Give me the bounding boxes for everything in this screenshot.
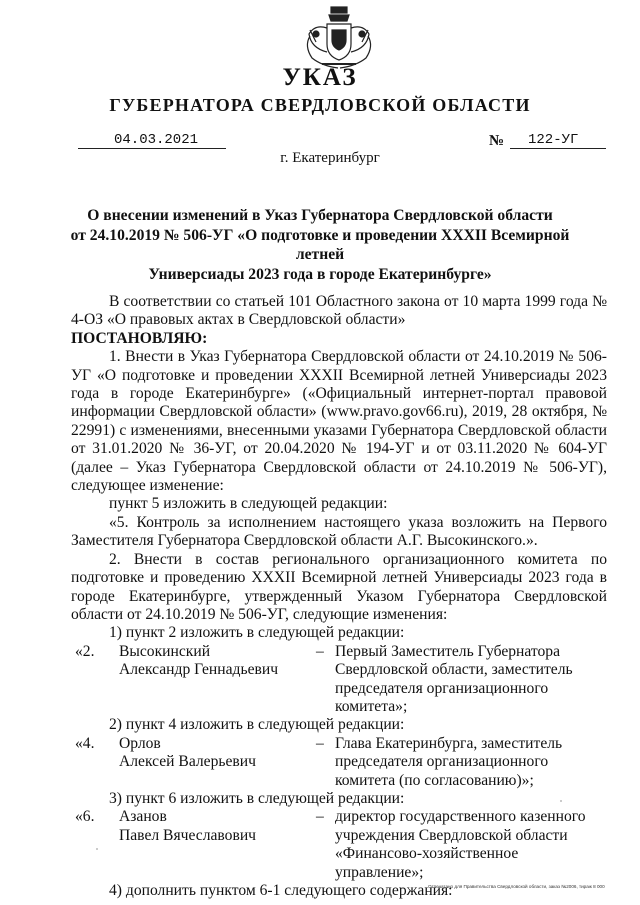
committee-entry-2 xyxy=(71,735,607,790)
entry-given-names: Алексей Валерьевич xyxy=(119,753,256,771)
entry-dash: – xyxy=(316,642,324,660)
document-number: 122-УГ xyxy=(528,132,579,148)
heading-line-1: О внесении изменений в Указ Губернатора Свердловской области xyxy=(87,207,553,224)
heading-line-3: Универсиады 2023 года в городе Екатеринбурге» xyxy=(148,265,492,283)
scan-speck xyxy=(560,800,562,802)
document-heading xyxy=(60,206,580,284)
entry-given-names: Павел Вячеславович xyxy=(119,826,257,844)
document-title: УКАЗ xyxy=(282,64,358,91)
document-body xyxy=(71,293,607,900)
entry-position: Глава Екатеринбурга, заместитель председателя организационного комитета (по согласованию)»; xyxy=(335,734,563,789)
number-underline xyxy=(510,148,606,149)
entry-number: «2. xyxy=(75,642,95,660)
preamble-paragraph: В соответствии со статьей 101 Областного закона от 10 марта 1999 года № 4-ОЗ «О правовых актах в Свердловской области» xyxy=(71,293,607,329)
city-label: г. Екатеринбург xyxy=(280,150,380,166)
entry-surname: Орлов xyxy=(119,734,161,752)
item-1-quote: «5. Контроль за исполнением настоящего указа возложить на Первого Заместителя Губернатора Свердловской области А.Г. Высокинского.». xyxy=(71,513,607,550)
number-sign: № xyxy=(489,133,505,149)
document-issuer: ГУБЕРНАТОРА СВЕРДЛОВСКОЙ ОБЛАСТИ xyxy=(109,95,531,115)
entry-surname: Высокинский xyxy=(119,642,211,660)
item-1-point: пункт 5 изложить в следующей редакции: xyxy=(109,495,388,513)
committee-entry-3 xyxy=(71,808,607,882)
document-date: 04.03.2021 xyxy=(114,132,199,148)
scan-speck xyxy=(96,848,98,850)
entry-person xyxy=(119,735,309,772)
committee-entry-1 xyxy=(71,643,607,717)
entry-person xyxy=(119,808,309,845)
entry-dash: – xyxy=(316,808,324,826)
entry-surname: Азанов xyxy=(119,808,167,826)
print-footnote: Отпечатано для Правительства Свердловской области, заказ №2006, тираж 8 000 xyxy=(428,884,605,889)
sub-item-4: 4) дополнить пунктом 6-1 следующего содержания: xyxy=(109,882,453,899)
entry-given-names: Александр Геннадьевич xyxy=(119,661,279,679)
heading-line-2: от 24.10.2019 № 506-УГ «О подготовке и проведении XXXII Всемирной летней xyxy=(70,226,570,263)
sub-item-2: 2) пункт 4 изложить в следующей редакции: xyxy=(109,716,405,734)
item-1-paragraph: 1. Внести в Указ Губернатора Свердловской области от 24.10.2019 № 506-УГ «О подготовке и проведении XXXII Всемирной летней Универсиады 2023 года в городе Екатеринбурге» («Официальный интернет-портал правовой информации Свердловской области» (www.pravo.gov66.ru), 2019, 28 октября, № 22991) с изменениями, внесенными указами Губернатора Свердловской области от 31.01.2020 № 36-УГ, от 20.04.2020 № 194-УГ и от 03.11.2020 № 604-УГ (далее – Указ Губернатора Свердловской области от 24.10.2019 № 506-УГ), следующее изменение: xyxy=(71,348,607,495)
entry-person xyxy=(119,643,309,680)
entry-number: «6. xyxy=(75,808,95,826)
sub-item-3: 3) пункт 6 изложить в следующей редакции: xyxy=(109,789,405,807)
entry-position: директор государственного казенного учреждения Свердловской области «Финансово-хозяйственное управление»; xyxy=(335,808,586,881)
entry-position: Первый Заместитель Губернатора Свердловской области, заместитель председателя организационного комитета»; xyxy=(335,642,573,715)
entry-number: «4. xyxy=(75,734,95,752)
decree-word: ПОСТАНОВЛЯЮ: xyxy=(71,329,208,347)
date-underline xyxy=(78,148,226,149)
sub-item-1: 1) пункт 2 изложить в следующей редакции: xyxy=(109,624,405,642)
entry-dash: – xyxy=(316,734,324,752)
item-2-paragraph: 2. Внести в состав регионального организационного комитета по подготовке и проведению XXXII Всемирной летней Универсиады 2023 года в городе Екатеринбурге, утвержденный Указом Губернатора Свердловской области от 24.10.2019 № 506-УГ, следующие изменения: xyxy=(71,550,607,623)
